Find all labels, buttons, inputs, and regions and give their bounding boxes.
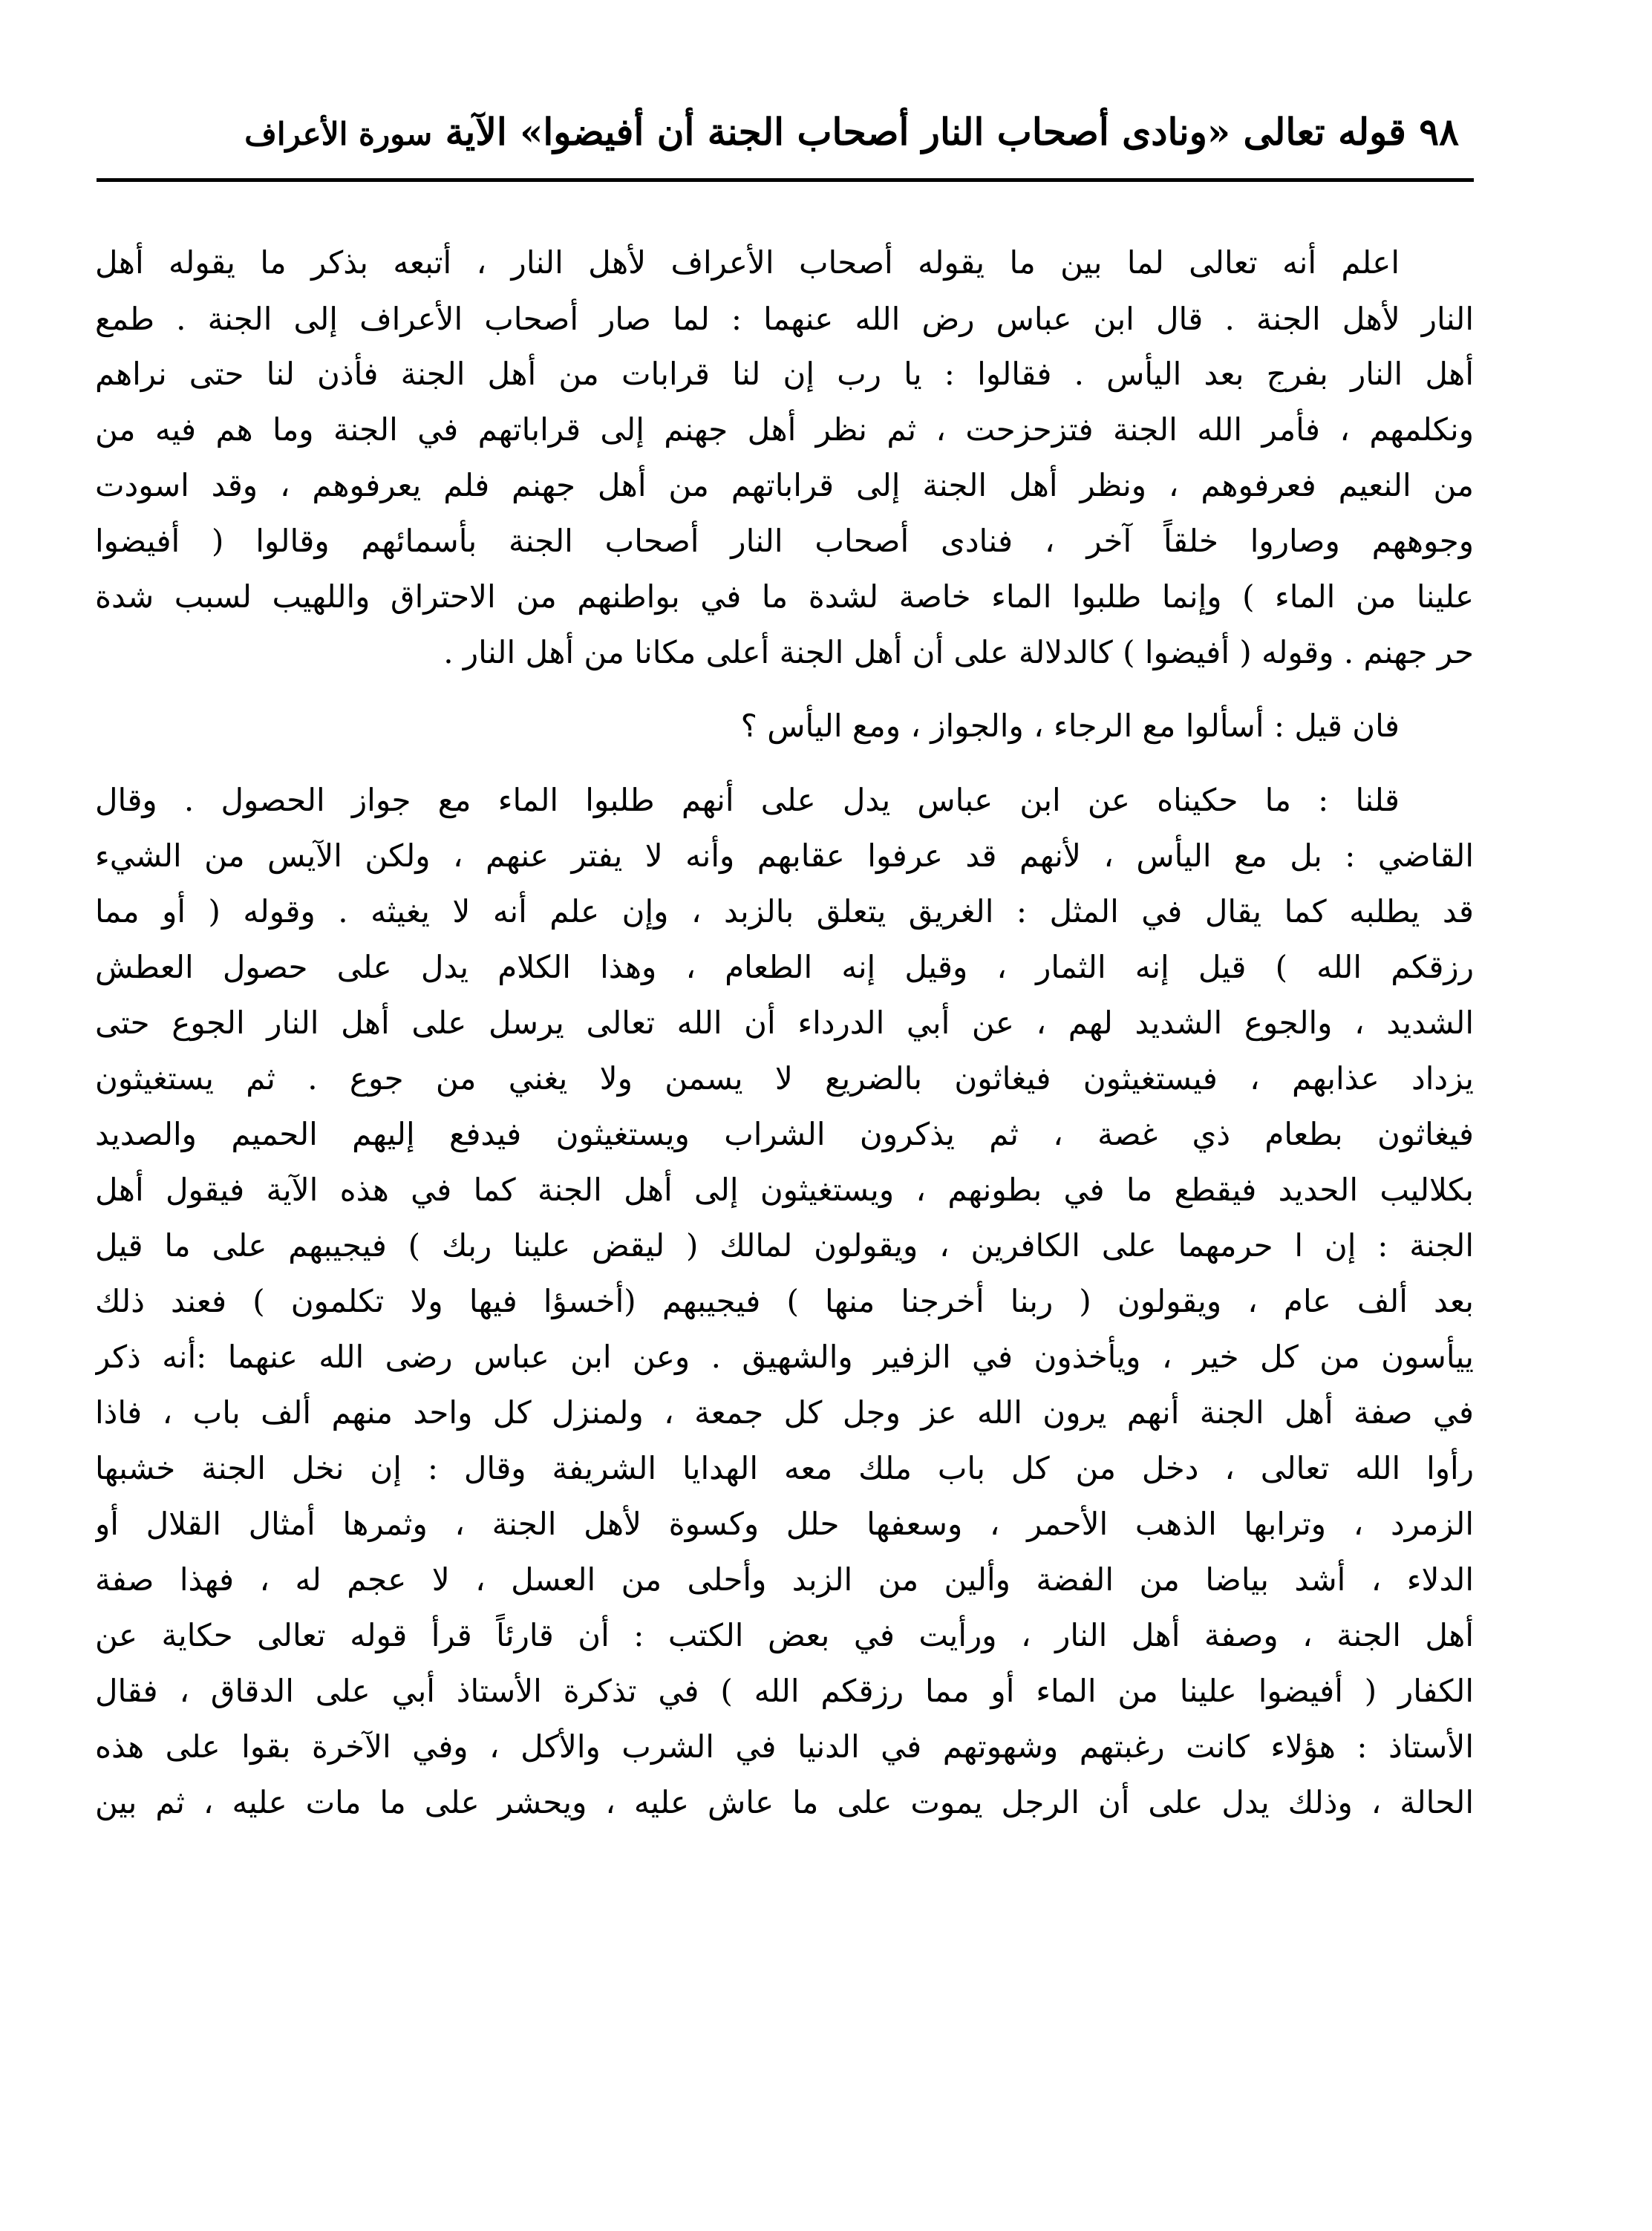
- text-line: في صفة أهل الجنة أنهم يرون الله عز وجل كل جمعة ، ولمنزل كل واحد منهم ألف باب ، فاذا: [95, 1394, 1474, 1431]
- text-line: ييأسون من كل خير ، ويأخذون في الزفير والشهيق . وعن ابن عباس رضى الله عنهما :أنه ذكر: [95, 1339, 1474, 1375]
- text-line: النار لأهل الجنة . قال ابن عباس رض الله عنهما : لما صار أصحاب الأعراف إلى الجنة . طمع: [95, 301, 1474, 337]
- text-line: الحالة ، وذلك يدل على أن الرجل يموت على ما عاش عليه ، ويحشر على ما مات عليه ، ثم بين: [95, 1784, 1474, 1820]
- text-line: قلنا : ما حكيناه عن ابن عباس يدل على أنهم طلبوا الماء مع جواز الحصول . وقال: [95, 782, 1400, 818]
- surah-name: سورة الأعراف: [244, 116, 433, 152]
- header-title: قوله تعالى «ونادى أصحاب النار أصحاب الجنة أن أفيضوا» الآية: [445, 110, 1406, 154]
- page-number: ٩٨: [1419, 110, 1459, 154]
- text-line: بكلاليب الحديد فيقطع ما في بطونهم ، ويستغيثون إلى أهل الجنة كما في هذه الآية فيقول أهل: [95, 1172, 1474, 1208]
- text-line: حر جهنم . وقوله ( أفيضوا ) كالدلالة على أن أهل الجنة أعلى مكانا من أهل النار .: [443, 634, 1474, 670]
- text-line: الدلاء ، أشد بياضا من الفضة وألين من الزبد وأحلى من العسل ، لا عجم له ، فهذا صفة: [95, 1561, 1474, 1598]
- text-line: أهل الجنة ، وصفة أهل النار ، ورأيت في بعض الكتب : أن قارئاً قرأ قوله تعالى حكاية عن: [95, 1617, 1474, 1653]
- running-header: [245, 110, 1459, 154]
- header-rule: [97, 178, 1474, 182]
- text-line: اعلم أنه تعالى لما بين ما يقوله أصحاب الأعراف لأهل النار ، أتبعه بذكر ما يقوله أهل: [95, 244, 1400, 281]
- text-line: قد يطلبه كما يقال في المثل : الغريق يتعلق بالزبد ، وإن علم أنه لا يغيثه . وقوله ( أو مما: [95, 893, 1474, 930]
- text-line: الشديد ، والجوع الشديد لهم ، عن أبي الدرداء أن الله تعالى يرسل على أهل النار الجوع حتى: [95, 1005, 1474, 1041]
- text-line: من النعيم فعرفوهم ، ونظر أهل الجنة إلى قراباتهم من أهل جهنم فلم يعرفوهم ، وقد اسودت: [95, 467, 1474, 503]
- text-line: بعد ألف عام ، ويقولون ( ربنا أخرجنا منها ) فيجيبهم (أخسؤا فيها ولا تكلمون ) فعند ذلك: [95, 1283, 1474, 1319]
- text-line: علينا من الماء ) وإنما طلبوا الماء خاصة لشدة ما في بواطنهم من الاحتراق واللهيب لسبب شدة: [95, 578, 1474, 615]
- text-line: يزداد عذابهم ، فيستغيثون فيغاثون بالضريع لا يسمن ولا يغني من جوع . ثم يستغيثون: [95, 1060, 1474, 1097]
- question-line: فان قيل : أسألوا مع الرجاء ، والجواز ، ومع اليأس ؟: [740, 708, 1400, 744]
- text-line: الجنة : إن ا حرمهما على الكافرين ، ويقولون لمالك ( ليقض علينا ربك ) فيجيبهم على ما قيل: [95, 1227, 1474, 1264]
- text-line: وجوههم وصاروا خلقاً آخر ، فنادى أصحاب النار أصحاب الجنة بأسمائهم وقالوا ( أفيضوا: [95, 523, 1474, 559]
- text-line: الزمرد ، وترابها الذهب الأحمر ، وسعفها حلل وكسوة لأهل الجنة ، وثمرها أمثال القلال أو: [95, 1506, 1474, 1542]
- text-line: رزقكم الله ) قيل إنه الثمار ، وقيل إنه الطعام ، وهذا الكلام يدل على حصول العطش: [95, 949, 1474, 985]
- text-line: الأستاذ : هؤلاء كانت رغبتهم وشهوتهم في الدنيا في الشرب والأكل ، وفي الآخرة بقوا على هذه: [95, 1728, 1474, 1765]
- text-line: القاضي : بل مع اليأس ، لأنهم قد عرفوا عقابهم وأنه لا يفتر عنهم ، ولكن الآيس من الشيء: [95, 837, 1474, 874]
- text-line: رأوا الله تعالى ، دخل من كل باب ملك معه الهدايا الشريفة وقال : إن نخل الجنة خشبها: [95, 1450, 1474, 1486]
- text-line: أهل النار بفرج بعد اليأس . فقالوا : يا رب إن لنا قرابات من أهل الجنة فأذن لنا حتى نراهم: [95, 356, 1474, 392]
- text-line: الكفار ( أفيضوا علينا من الماء أو مما رزقكم الله ) في تذكرة الأستاذ أبي على الدقاق ، فقال: [95, 1673, 1474, 1709]
- text-line: فيغاثون بطعام ذي غصة ، ثم يذكرون الشراب ويستغيثون فيدفع إليهم الحميم والصديد: [95, 1116, 1474, 1152]
- text-line: ونكلمهم ، فأمر الله الجنة فتزحزحت ، ثم نظر أهل جهنم إلى قراباتهم في الجنة وما هم فيه من: [95, 411, 1474, 448]
